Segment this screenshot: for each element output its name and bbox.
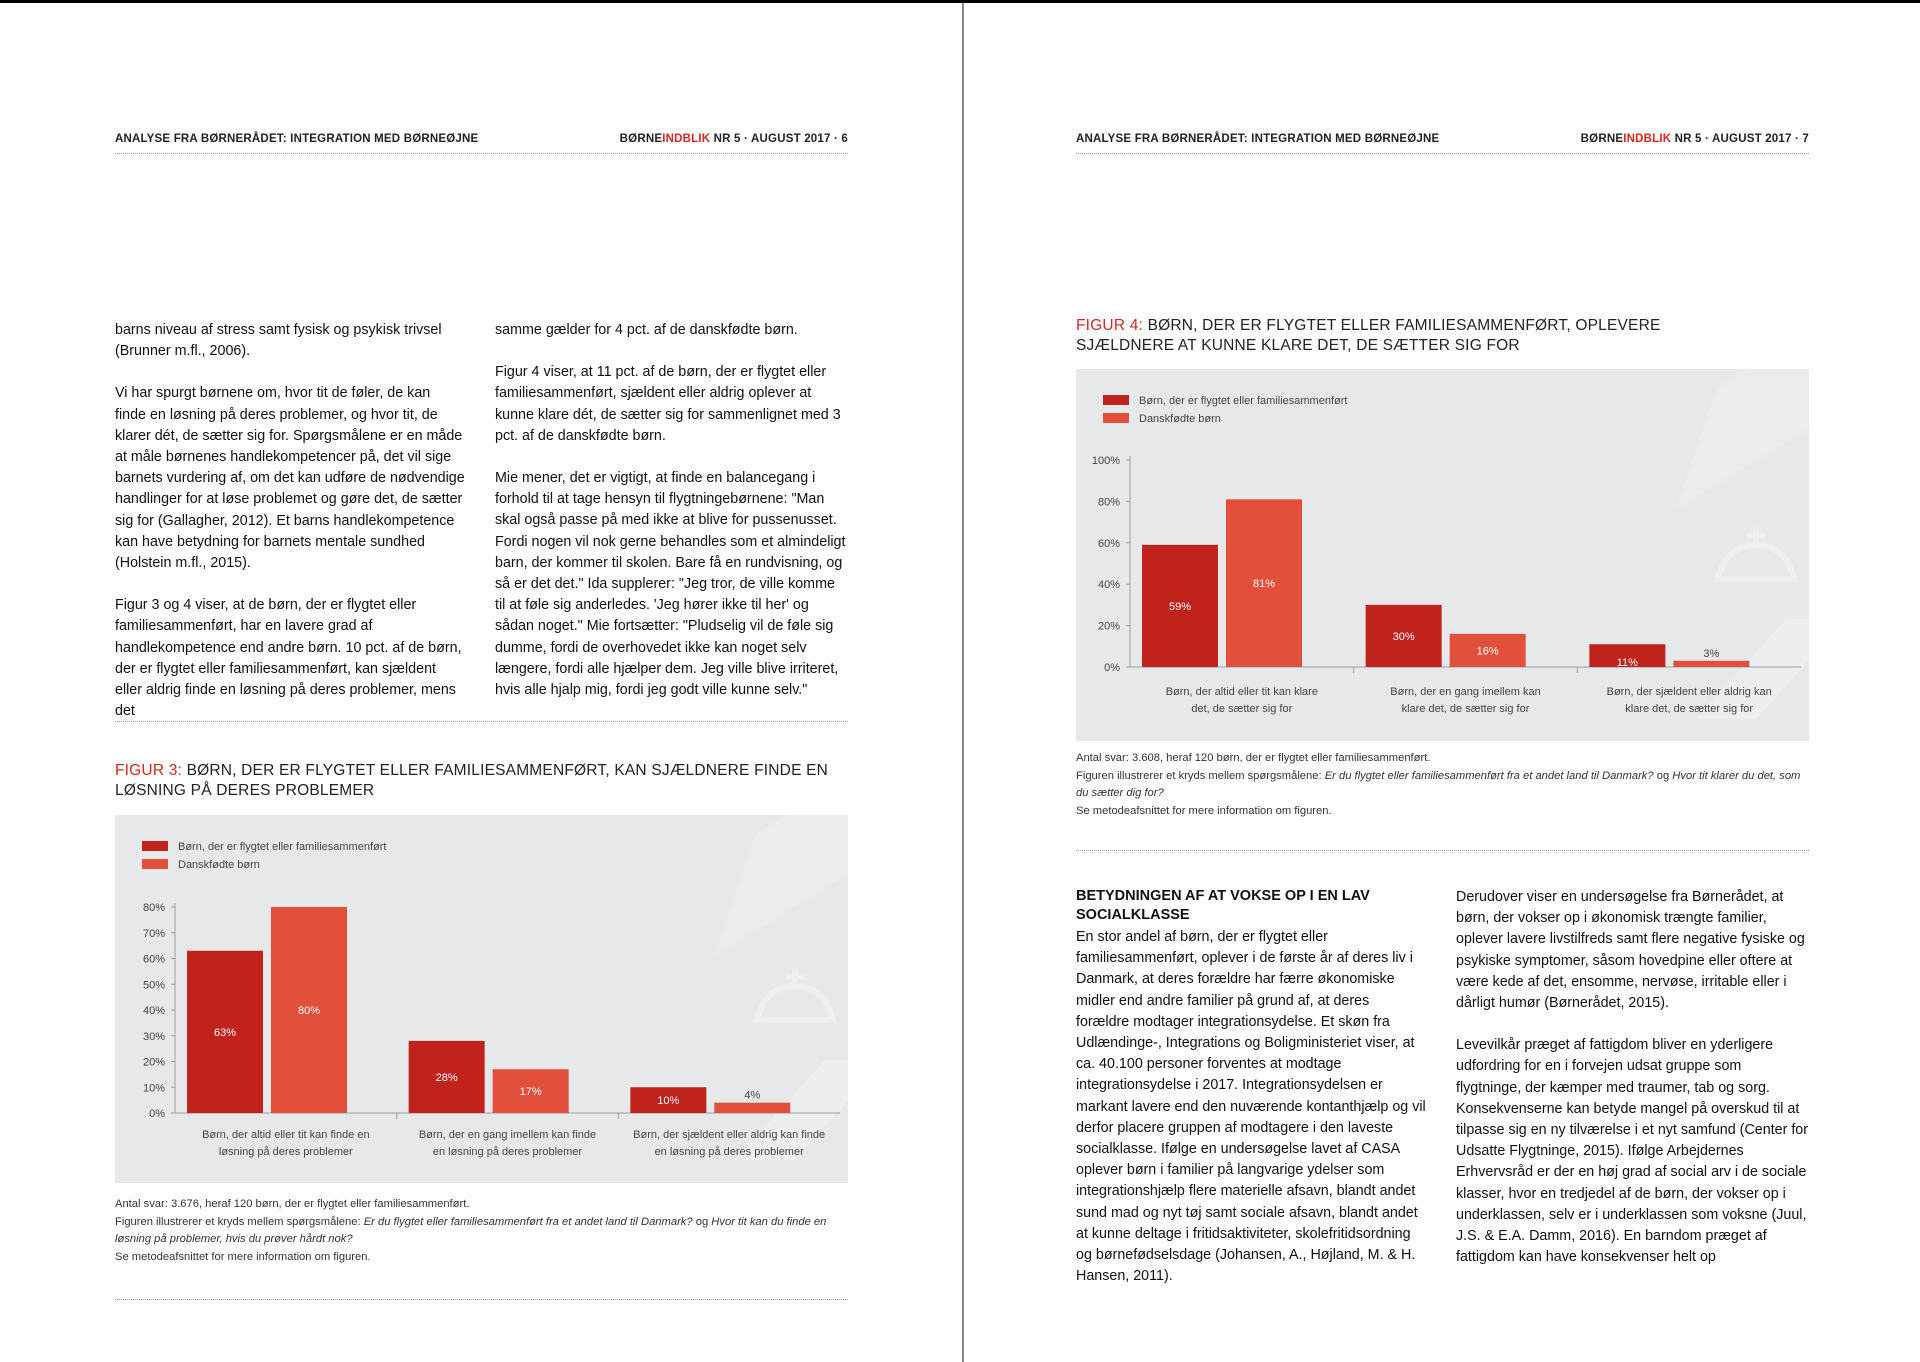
legend-label: Børn, der er flygtet eller familiesammenført	[1139, 395, 1348, 407]
paragraph: En stor andel af børn, der er flygtet eller familiesammenført, oplever i de første år af deres liv i Danmark, at deres forældre har færre økonomiske midler end andre familier på grund af, at deres forældre modtager integrationsydelse. Et skøn fra Udlændinge-, Integrations og Boligministeriet viser, at ca. 40.100 personer forventes at modtage integrationsydelse i 2017. Integrationsydelsen er markant lavere end den nuværende kontanthjælp og vil derfor placere gruppen af modtagere i den laveste socialklasse. Ifølge en undersøgelse lavet af CASA oplever børn i familier på langvarige ydelser som integrationshjælp flere materielle afsavn, blandt andet sund mad og nyt tøj samt sociale afsavn, blandt andet at kunne deltage i fritidsaktiviteter, skolefritidsordning og børnefødselsdage (Johansen, A., Højland, M. & H. Hansen, 2011).	[1076, 929, 1426, 1285]
bar-value-label: 16%	[1476, 645, 1499, 658]
notes-question-2: Hvor tit kan du finde en løsning på problemer, hvis du prøver hårdt nok?	[115, 1215, 827, 1245]
paragraph: barns niveau af stress samt fysisk og psykisk trivsel (Brunner m.fl., 2006).	[115, 322, 442, 360]
paragraph: Levevilkår præget af fattigdom bliver en yderligere udfordring for en i forvejen udsat gruppe som flygtninge, der kæmper med traumer, tab og sorg. Konsekvenserne kan betyde mangel på overskud til at tilpasse sig en ny tilværelse i et nyt samfund (Center for Udsatte Flygtninge, 2015). Ifølge Arbejdernes Erhvervsråd er der en høj grad af social arv i de sociale klasser, hvor en tredjedel af de børn, der vokser op i underklassen, selv er i underklassen som voksne (Juul, J.S. & E.A. Damm, 2016). En barndom præget af fattigdom kan have konsekvenser helt op	[1456, 1037, 1809, 1266]
category-label: en løsning på deres problemer	[654, 1146, 804, 1158]
section-heading: BETYDNINGEN AF AT VOKSE OP I EN LAV SOCIALKLASSE	[1076, 888, 1370, 923]
bar-value-label: 4%	[744, 1089, 761, 1102]
section-divider	[115, 721, 848, 722]
notes-text: Figuren illustrerer et kryds mellem spørgsmålene:	[115, 1215, 364, 1228]
notes-method: Se metodeafsnittet for mere information om figuren.	[115, 1250, 371, 1263]
right-header-title: ANALYSE FRA BØRNERÅDET: INTEGRATION MED BØRNEØJNE	[1076, 133, 1440, 145]
category-label: Børn, der altid eller tit kan finde en	[202, 1129, 370, 1141]
y-tick-label: 100%	[1091, 455, 1120, 467]
category-label: løsning på deres problemer	[218, 1146, 353, 1158]
watermark-band	[715, 815, 848, 955]
notes-description	[1076, 768, 1809, 803]
notes-text: Figuren illustrerer et kryds mellem spørgsmålene:	[1076, 769, 1325, 782]
y-tick-label: 60%	[142, 953, 165, 966]
figure-label: FIGUR 4:	[1076, 317, 1144, 334]
bar-value-label: 3%	[1703, 647, 1720, 660]
brand-a: BØRNE	[1580, 133, 1624, 145]
bar-value-label: 11%	[1616, 657, 1638, 669]
left-header-issue	[620, 133, 848, 145]
notes-question-1: Er du flygtet eller familiesammenført fra et andet land til Danmark?	[1324, 769, 1654, 782]
watermark-cross-horizontal	[1747, 533, 1765, 538]
right-header-issue	[1581, 133, 1809, 145]
section-divider	[1076, 850, 1809, 851]
header-divider	[1076, 153, 1809, 154]
figure-title-text: BØRN, DER ER FLYGTET ELLER FAMILIESAMMENFØRT, OPLEVERE SJÆLDNERE AT KUNNE KLARE DET, DE SÆTTER SIG FOR	[1076, 317, 1661, 354]
legend-swatch-danish	[1103, 413, 1129, 423]
figure-3-svg	[115, 815, 848, 1183]
left-text-column-1	[115, 320, 465, 743]
legend-label: Danskfødte børn	[1139, 413, 1221, 425]
brand-b: INDBLIK	[662, 133, 711, 145]
notes-question-2: Hvor tit klarer du det, som du sætter dig for?	[1076, 769, 1801, 799]
figure-label: FIGUR 3:	[115, 762, 183, 779]
legend-label: Børn, der er flygtet eller familiesammenført	[178, 841, 387, 853]
notes-method: Se metodeafsnittet for mere information om figuren.	[1076, 804, 1332, 817]
watermark-crown-shape	[1718, 545, 1794, 579]
header-divider	[115, 153, 848, 154]
right-page	[964, 3, 1920, 1362]
bar-value-label: 81%	[1252, 578, 1276, 591]
left-running-head	[115, 133, 848, 145]
y-tick-label: 80%	[142, 902, 165, 914]
bar-value-label: 10%	[657, 1095, 680, 1108]
bar-danish	[1673, 661, 1749, 667]
watermark-cross-horizontal	[786, 974, 804, 979]
legend-label: Danskfødte børn	[178, 859, 260, 871]
issue-info: NR 5 · AUGUST 2017 · 7	[1671, 133, 1809, 145]
figure-title-text: BØRN, DER ER FLYGTET ELLER FAMILIESAMMENFØRT, KAN SJÆLDNERE FINDE EN LØSNING PÅ DERES PROBLEMER	[115, 762, 829, 799]
category-label: Børn, der altid eller tit kan klare	[1165, 686, 1318, 698]
notes-question-1: Er du flygtet eller familiesammenført fra et andet land til Danmark?	[363, 1215, 693, 1228]
paragraph: Mie mener, det er vigtigt, at finde en balancegang i forhold til at tage hensyn til flygtningebørnene: "Man skal også passe på med ikke at blive for pussenusset. Fordi nogen vil nok gerne behandles som et almindeligt barn, der kommer til skolen. Bare få en rundvisning, og så er det det." Ida supplerer: "Jeg tror, de ville komme til at føle sig anderledes. 'Jeg hører ikke til her' og sådan noget." Mie fortsætter: "Pludselig vil de føle sig dumme, fordi de overhovedet ikke kan noget selv længere, fordi alle hjælper dem. Jeg ville blive irriteret, hvis alle hjalp mig, fordi jeg godt ville kunne selv."	[495, 470, 846, 699]
legend-swatch-refugee	[1103, 395, 1129, 405]
category-label: en løsning på deres problemer	[432, 1146, 583, 1158]
category-label: Børn, der sjældent eller aldrig kan finde	[633, 1129, 826, 1141]
paragraph: Figur 3 og 4 viser, at de børn, der er flygtet eller familiesammenført, har en lavere grad af handlekompetence end andre børn. 10 pct. af de børn, der er flygtet eller familiesammenført, kan sjældent eller aldrig finde en løsning på deres problemer, mens det	[115, 597, 462, 720]
y-tick-label: 70%	[142, 927, 165, 940]
notes-response-count: Antal svar: 3.676, heraf 120 børn, der er flygtet eller familiesammenført.	[115, 1198, 470, 1210]
legend-swatch-refugee	[142, 841, 168, 851]
y-tick-label: 20%	[1097, 620, 1120, 633]
figure-4-title	[1076, 316, 1726, 356]
bar-value-label: 28%	[435, 1071, 458, 1084]
notes-response-count: Antal svar: 3.608, heraf 120 børn, der er flygtet eller familiesammenført.	[1076, 752, 1431, 764]
category-label: det, de sætter sig for	[1191, 703, 1293, 715]
y-tick-label: 20%	[142, 1056, 165, 1069]
right-running-head	[1076, 133, 1809, 145]
right-text-column-1	[1076, 887, 1426, 1308]
notes-text: og	[1653, 769, 1673, 782]
notes-description	[115, 1214, 848, 1249]
category-label: klare det, de sætter sig for	[1625, 703, 1754, 715]
figure-3-chart	[115, 815, 848, 1183]
brand-b: INDBLIK	[1623, 133, 1672, 145]
brand-a: BØRNE	[619, 133, 663, 145]
y-tick-label: 80%	[1097, 496, 1120, 509]
watermark-band	[1676, 369, 1809, 509]
category-label: klare det, de sætter sig for	[1401, 703, 1530, 715]
figure-3-notes	[115, 1196, 848, 1266]
paragraph: Figur 4 viser, at 11 pct. af de børn, der er flygtet eller familiesammenført, sjældent eller aldrig oplever at kunne klare dét, de sætter sig for sammenlignet med 3 pct. af de danskfødte børn.	[495, 364, 841, 444]
y-tick-label: 30%	[142, 1030, 165, 1043]
category-label: Børn, der en gang imellem kan	[1390, 686, 1541, 698]
left-page	[0, 3, 962, 1362]
issue-info: NR 5 · AUGUST 2017 · 6	[710, 133, 848, 145]
bar-value-label: 30%	[1392, 630, 1415, 643]
notes-text: og	[692, 1215, 712, 1228]
left-header-title: ANALYSE FRA BØRNERÅDET: INTEGRATION MED BØRNEØJNE	[115, 133, 479, 145]
y-tick-label: 60%	[1097, 537, 1120, 550]
bar-value-label: 59%	[1168, 600, 1192, 613]
y-tick-label: 0%	[149, 1108, 165, 1120]
paragraph: Vi har spurgt børnene om, hvor tit de føler, de kan finde en løsning på deres problemer, og hvor tit, de klarer dét, de sætter sig for. Spørgsmålene er en måde at måle børnenes handlekompetencer på, det vil sige barnets vurdering af, om det kan udføre de nødvendige handlinger for at løse problemet og gøre det, de sætter sig for (Gallagher, 2012). Et barns handlekompetence kan have betydning for barnets mentale sundhed (Holstein m.fl., 2015).	[115, 385, 465, 572]
left-text-column-2	[495, 320, 848, 722]
bar-value-label: 17%	[519, 1086, 542, 1099]
bar-value-label: 63%	[213, 1026, 237, 1039]
right-text-column-2	[1456, 887, 1809, 1289]
y-tick-label: 10%	[142, 1082, 165, 1095]
bar-value-label: 80%	[297, 1005, 321, 1017]
figure-4-notes	[1076, 750, 1809, 820]
watermark-crown-shape	[757, 986, 833, 1020]
category-label: Børn, der en gang imellem kan finde	[418, 1129, 597, 1141]
bar-danish	[714, 1103, 790, 1113]
paragraph: samme gælder for 4 pct. af de danskfødte børn.	[495, 322, 798, 338]
legend-swatch-danish	[142, 859, 168, 869]
figure-4-chart	[1076, 369, 1809, 741]
figure-4-svg	[1076, 369, 1809, 741]
y-tick-label: 0%	[1104, 662, 1120, 674]
category-label: Børn, der sjældent eller aldrig kan	[1606, 686, 1772, 698]
paragraph: Derudover viser en undersøgelse fra Børnerådet, at børn, der vokser op i økonomisk trængte familier, oplever lavere livstilfreds samt flere negative fysiske og psykiske symptomer, såsom hovedpine eller oftere at være kede af det, ensomme, nervøse, irritable eller i dårligt humør (Børnerådet, 2015).	[1456, 889, 1805, 1012]
footer-divider	[115, 1299, 848, 1300]
figure-3-title	[115, 761, 835, 801]
y-tick-label: 40%	[1097, 579, 1120, 592]
y-tick-label: 40%	[142, 1005, 165, 1017]
y-tick-label: 50%	[142, 979, 165, 992]
